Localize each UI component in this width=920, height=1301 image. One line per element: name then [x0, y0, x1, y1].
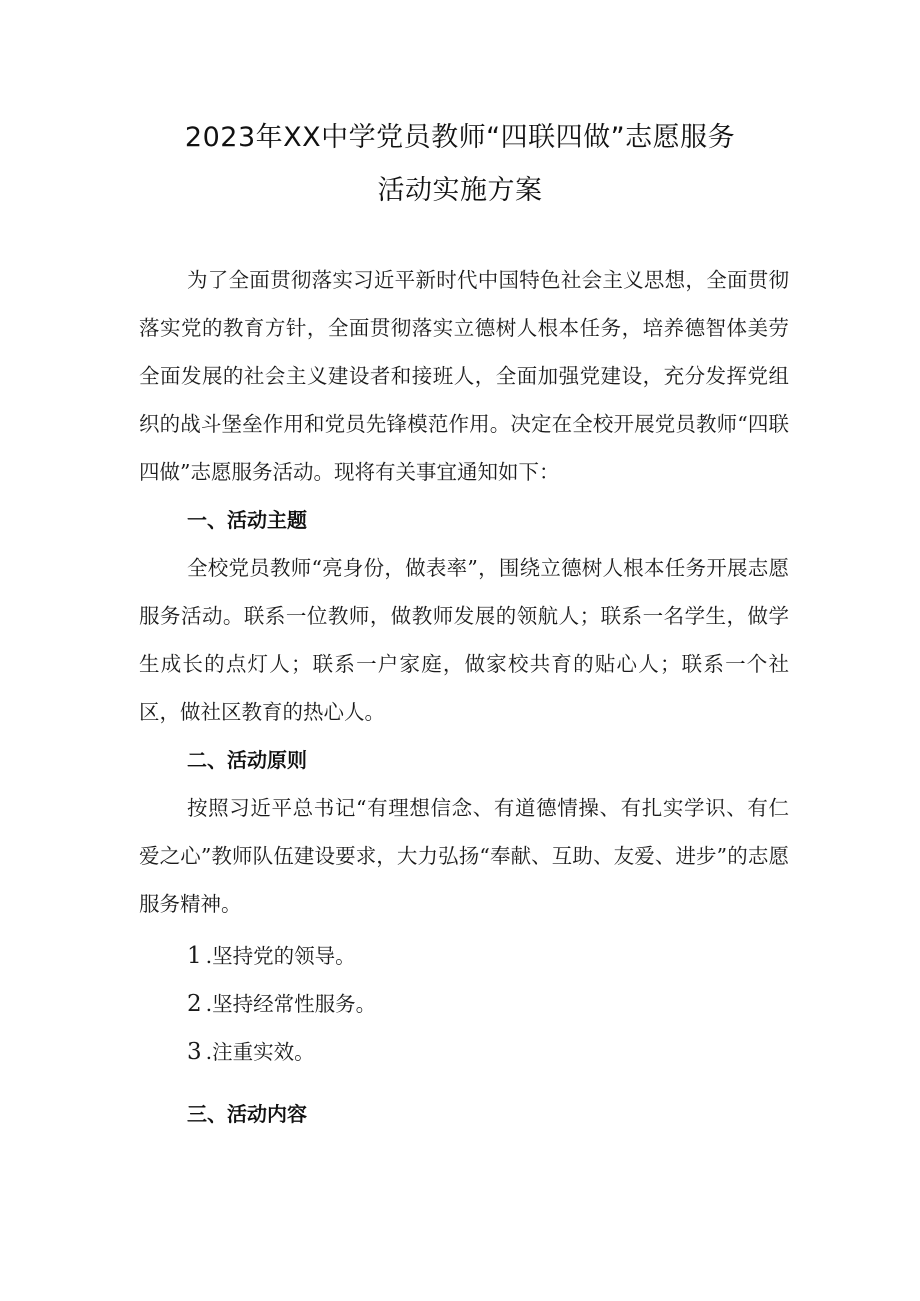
section-2-paragraph: 按照习近平总书记“有理想信念、有道德情操、有扎实学识、有仁爱之心”教师队伍建设要求，大力弘扬“奉献、互助、友爱、进步”的志愿服务精神。: [139, 796, 789, 916]
list-item-text: .坚持经常性服务。: [205, 992, 377, 1016]
principle-list-item-2: [187, 980, 376, 1028]
principle-list-item-1: [187, 932, 356, 980]
document-title-line-2: 活动实施方案: [377, 175, 543, 206]
document-title-line-1: 2023年XX中学党员教师“四联四做”志愿服务: [184, 122, 736, 153]
list-item-number: 2: [187, 991, 202, 1017]
list-item-number: 1: [187, 943, 202, 969]
list-item-text: .坚持党的领导。: [205, 944, 356, 968]
principle-list-item-3: [187, 1028, 315, 1076]
intro-paragraph: 为了全面贯彻落实习近平新时代中国特色社会主义思想，全面贯彻落实党的教育方针，全面贯彻落实立德树人根本任务，培养德智体美劳全面发展的社会主义建设者和接班人，全面加强党建设，充分发挥党组织的战斗堡垒作用和党员先锋模范作用。决定在全校开展党员教师“四联四做”志愿服务活动。现将有关事宜通知如下：: [139, 268, 789, 484]
section-1-heading: 一、活动主题: [187, 508, 307, 532]
list-item-text: .注重实效。: [205, 1040, 315, 1064]
section-1-paragraph: 全校党员教师“亮身份，做表率”，围绕立德树人根本任务开展志愿服务活动。联系一位教师，做教师发展的领航人；联系一名学生，做学生成长的点灯人；联系一户家庭，做家校共育的贴心人；联系一个社区，做社区教育的热心人。: [139, 556, 789, 724]
list-item-number: 3: [187, 1039, 202, 1065]
section-3-heading: 三、活动内容: [187, 1102, 307, 1126]
section-2-heading: 二、活动原则: [187, 748, 307, 772]
